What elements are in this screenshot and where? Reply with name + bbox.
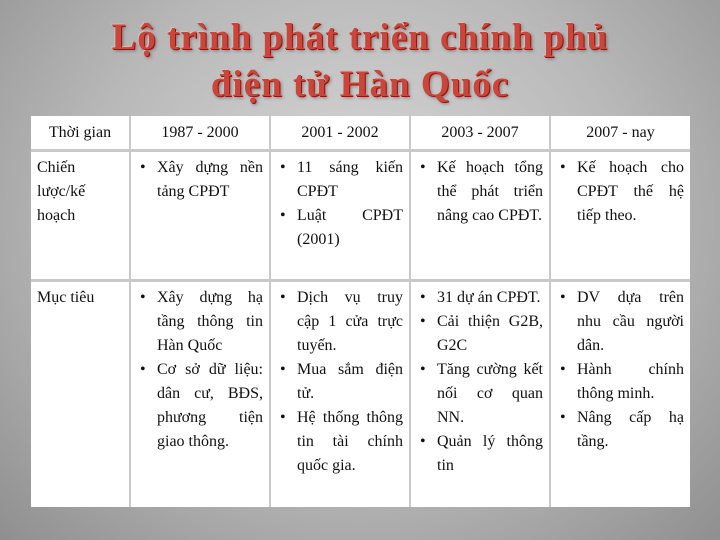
- list-item: • Quản lý thông tin: [417, 430, 543, 478]
- list-item: • Kế hoạch tổng thể phát triển nâng cao CPĐT.: [417, 156, 543, 228]
- header-period: Thời gian: [31, 116, 130, 151]
- row-label-strategy: Chiến lược/kế hoạch: [31, 151, 130, 281]
- roadmap-table: [31, 116, 690, 507]
- list-item: • Luật CPĐT (2001): [277, 204, 403, 252]
- header-1987-2000: 1987 - 2000: [130, 116, 270, 151]
- list-item: • Kế hoạch cho CPĐT thế hệ tiếp theo.: [557, 156, 684, 228]
- list-item: • Cơ sở dữ liệu: dân cư, BĐS, phương tiện giao thông.: [137, 358, 263, 454]
- list-item: • 11 sáng kiến CPĐT: [277, 156, 403, 204]
- list-item: • 31 dự án CPĐT.: [417, 286, 543, 310]
- title-line-2: điện tử Hàn Quốc: [210, 64, 510, 105]
- slide-title: [0, 14, 720, 108]
- list-item: • Xây dựng nền tảng CPĐT: [137, 156, 263, 204]
- list-item: • Hành chính thông minh.: [557, 358, 684, 406]
- list-item: • Xây dựng hạ tầng thông tin Hàn Quốc: [137, 286, 263, 358]
- header-2003-2007: 2003 - 2007: [410, 116, 550, 151]
- row-label-objectives: Mục tiêu: [31, 281, 130, 507]
- table-cell: [410, 281, 550, 507]
- header-2001-2002: 2001 - 2002: [270, 116, 410, 151]
- table-cell: [270, 281, 410, 507]
- list-item: • Nâng cấp hạ tầng.: [557, 406, 684, 454]
- table-cell: [550, 281, 690, 507]
- list-item: • DV dựa trên nhu cầu người dân.: [557, 286, 684, 358]
- table-cell: [270, 151, 410, 281]
- table-cell: [550, 151, 690, 281]
- table-row-objectives: [31, 281, 690, 507]
- header-2007-now: 2007 - nay: [550, 116, 690, 151]
- list-item: • Hệ thống thông tin tài chính quốc gia.: [277, 406, 403, 478]
- table-cell: [130, 151, 270, 281]
- table-header-row: [31, 116, 690, 151]
- table-cell: [410, 151, 550, 281]
- table-cell: [130, 281, 270, 507]
- list-item: • Tăng cường kết nối cơ quan NN.: [417, 358, 543, 430]
- list-item: • Dịch vụ truy cập 1 cửa trực tuyến.: [277, 286, 403, 358]
- list-item: • Cải thiện G2B, G2C: [417, 310, 543, 358]
- title-line-1: Lộ trình phát triển chính phủ: [111, 17, 609, 58]
- list-item: • Mua sắm điện tử.: [277, 358, 403, 406]
- table-row-strategy: [31, 151, 690, 281]
